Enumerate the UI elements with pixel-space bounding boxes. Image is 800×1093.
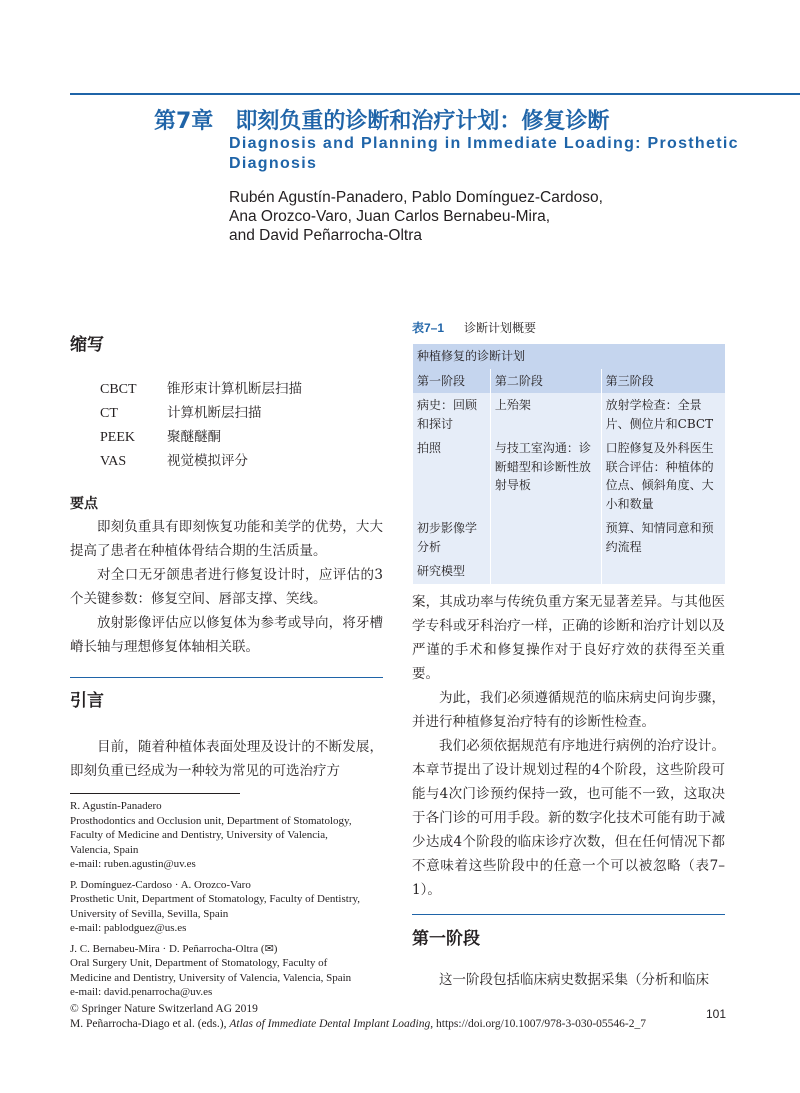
abbreviation-term: VAS bbox=[100, 454, 127, 469]
key-point-paragraph: 对全口无牙颌患者进行修复设计时，应评估的3个关键参数：修复空间、唇部支撑、笑线。 bbox=[70, 567, 383, 607]
table-row bbox=[413, 516, 726, 559]
chapter-title-en-line2: Diagnosis bbox=[229, 155, 318, 172]
table-row bbox=[413, 559, 726, 584]
abbreviation-item bbox=[100, 449, 248, 470]
copyright-notice bbox=[70, 1002, 646, 1032]
author-line: Ana Orozco-Varo, Juan Carlos Bernabeu-Mira, bbox=[229, 208, 551, 225]
affiliation-block bbox=[70, 799, 400, 872]
chapter-title-en-line1: Diagnosis and Planning in Immediate Loading: Prosthetic bbox=[229, 135, 739, 152]
key-points-body bbox=[70, 515, 383, 659]
table-title-row bbox=[413, 344, 726, 369]
body-paragraph: 为此，我们必须遵循规范的临床病史问询步骤，并进行种植修复治疗特有的诊断性检查。 bbox=[412, 690, 725, 730]
affiliation-line: Faculty of Medicine and Dentistry, University of Valencia, bbox=[70, 829, 328, 841]
intro-rule bbox=[70, 677, 383, 678]
author-line: Rubén Agustín-Panadero, Pablo Domínguez-Cardoso, bbox=[229, 189, 603, 206]
stage1-body bbox=[412, 968, 725, 992]
table-cell: 预算、知情同意和预约流程 bbox=[601, 516, 725, 559]
footnotes bbox=[70, 799, 400, 1006]
affiliation-line: Medicine and Dentistry, University of Valencia, Valencia, Spain bbox=[70, 971, 352, 984]
chapter-title-cn: 即刻负重的诊断和治疗计划：修复诊断 bbox=[235, 109, 610, 134]
abbreviation-definition: 聚醚醚酮 bbox=[167, 429, 221, 445]
abbreviation-term: PEEK bbox=[100, 430, 135, 445]
column-header: 第二阶段 bbox=[490, 369, 601, 394]
table-cell: 口腔修复及外科医生联合评估：种植体的位点、倾斜角度、大小和数量 bbox=[601, 436, 725, 516]
affiliation-line: University of Sevilla, Sevilla, Spain bbox=[70, 907, 229, 920]
abbreviation-definition: 计算机断层扫描 bbox=[167, 405, 262, 421]
page-number: 101 bbox=[706, 1007, 727, 1021]
intro-paragraph: 目前，随着种植体表面处理及设计的不断发展，即刻负重已经成为一种较为常见的可选治疗方 bbox=[70, 739, 383, 779]
footnote-divider bbox=[70, 793, 240, 794]
affiliation-line: Valencia, Spain bbox=[70, 843, 139, 856]
body-paragraph: 我们必须依据规范有序地进行病例的治疗设计。本章节提出了设计规划过程的4个阶段，这些阶段可能与4次门诊预约保持一致，也可能不一致，这取决于各门诊的可用手段。新的数字化技术可能有助于减少达成4个阶段的临床诊疗次数，但在任何情况下都不意味着这些阶段中的任意一个可以被忽略（表7–1）。 bbox=[412, 738, 725, 898]
column-header: 第一阶段 bbox=[413, 369, 491, 394]
citation-doi: , https://doi.org/10.1007/978-3-030-05546-2_7 bbox=[430, 1018, 646, 1030]
chapter-title-en bbox=[229, 134, 739, 174]
affiliation-line: Oral Surgery Unit, Department of Stomatology, Faculty of bbox=[70, 957, 328, 969]
table-header-row bbox=[413, 369, 726, 394]
abbreviation-item bbox=[100, 425, 221, 446]
table-row bbox=[413, 393, 726, 436]
abbreviation-item bbox=[100, 401, 262, 422]
affiliation-name: J. C. Bernabeu-Mira · D. Peñarrocha-Oltra (✉) bbox=[70, 942, 278, 955]
column-header: 第三阶段 bbox=[601, 369, 725, 394]
affiliation-name: R. Agustín-Panadero bbox=[70, 800, 162, 812]
abbreviations-heading: 缩写 bbox=[70, 335, 104, 355]
table-cell: 放射学检查：全景片、侧位片和CBCT bbox=[601, 393, 725, 436]
table-cell: 上殆架 bbox=[490, 393, 601, 436]
affiliation-block bbox=[70, 942, 400, 1000]
citation-title: Atlas of Immediate Dental Implant Loading bbox=[229, 1018, 431, 1030]
table-caption-text: 诊断计划概要 bbox=[464, 321, 537, 335]
stage1-heading: 第一阶段 bbox=[412, 929, 480, 949]
affiliation-line: Prosthodontics and Occlusion unit, Department of Stomatology, bbox=[70, 814, 352, 827]
diagnosis-table bbox=[412, 344, 725, 584]
citation-line bbox=[70, 1017, 646, 1032]
table-cell bbox=[490, 559, 601, 584]
table-cell: 拍照 bbox=[413, 436, 491, 516]
table-cell: 与技工室沟通：诊断蜡型和诊断性放射导板 bbox=[490, 436, 601, 516]
intro-body bbox=[70, 735, 383, 783]
key-point-paragraph: 放射影像评估应以修复体为参考或导向，将牙槽嵴长轴与理想修复体轴相关联。 bbox=[70, 615, 383, 655]
affiliation-email: e-mail: ruben.agustin@uv.es bbox=[70, 858, 196, 870]
table-cell bbox=[601, 559, 725, 584]
stage1-paragraph: 这一阶段包括临床病史数据采集（分析和临床 bbox=[439, 972, 709, 988]
abbreviation-definition: 视觉模拟评分 bbox=[167, 453, 248, 469]
citation-prefix: M. Peñarrocha-Diago et al. (eds.), bbox=[70, 1018, 230, 1030]
table-cell: 病史：回顾和探讨 bbox=[413, 393, 491, 436]
affiliation-line: Prosthetic Unit, Department of Stomatology, Faculty of Dentistry, bbox=[70, 893, 361, 905]
affiliation-email: e-mail: pablodguez@us.es bbox=[70, 922, 187, 934]
table-caption bbox=[412, 319, 536, 336]
affiliation-block bbox=[70, 878, 400, 936]
abbreviation-definition: 锥形束计算机断层扫描 bbox=[167, 381, 302, 397]
abbreviation-item bbox=[100, 377, 302, 398]
copyright-line: © Springer Nature Switzerland AG 2019 bbox=[70, 1003, 258, 1015]
abbreviation-term: CBCT bbox=[100, 382, 137, 397]
key-points-heading: 要点 bbox=[70, 496, 98, 512]
table-cell: 研究模型 bbox=[413, 559, 491, 584]
table-title: 种植修复的诊断计划 bbox=[413, 344, 726, 369]
chapter-number: 第7章 bbox=[154, 109, 214, 134]
author-line: and David Peñarrocha-Oltra bbox=[229, 227, 422, 244]
table-row bbox=[413, 436, 726, 516]
stage1-rule bbox=[412, 914, 725, 915]
intro-heading: 引言 bbox=[70, 691, 104, 711]
chapter-title bbox=[154, 104, 609, 135]
author-list bbox=[229, 188, 649, 245]
right-column-body bbox=[412, 590, 725, 902]
top-rule bbox=[70, 93, 800, 95]
table-label: 表7–1 bbox=[412, 321, 445, 335]
affiliation-name: P. Domínguez-Cardoso · A. Orozco-Varo bbox=[70, 878, 251, 891]
table-cell: 初步影像学分析 bbox=[413, 516, 491, 559]
affiliation-email: e-mail: david.penarrocha@uv.es bbox=[70, 986, 213, 998]
body-paragraph: 案，其成功率与传统负重方案无显著差异。与其他医学专科或牙科治疗一样，正确的诊断和治疗计划以及严谨的手术和修复操作对于良好疗效的获得至关重要。 bbox=[412, 594, 725, 682]
abbreviation-term: CT bbox=[100, 406, 118, 421]
key-point-paragraph: 即刻负重具有即刻恢复功能和美学的优势，大大提高了患者在种植体骨结合期的生活质量。 bbox=[70, 519, 383, 559]
table-cell bbox=[490, 516, 601, 559]
